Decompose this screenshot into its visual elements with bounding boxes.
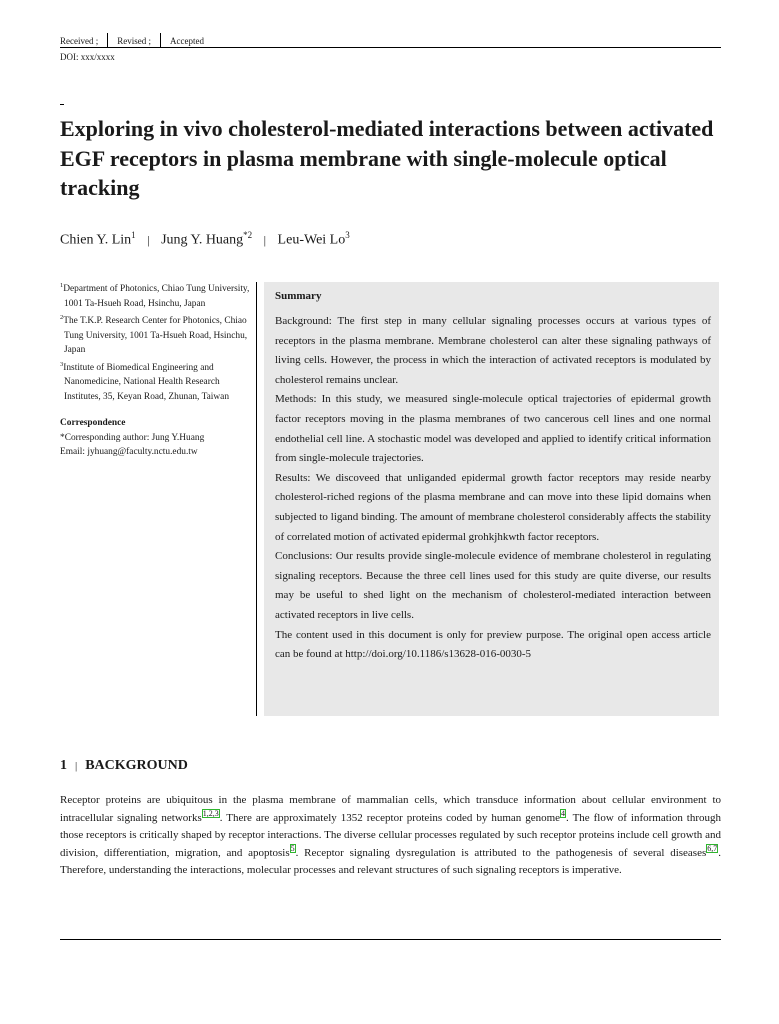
submission-dates [60,33,204,48]
affiliation-num: 2 [60,314,64,322]
footer-rule [60,939,721,940]
doi: DOI: xxx/xxxx [60,52,115,62]
author-sup: 1 [131,230,136,240]
corresponding-author: *Corresponding author: Jung Y.Huang [60,432,205,443]
author-name: Leu-Wei Lo [277,232,346,248]
author-name: Chien Y. Lin [60,232,132,248]
affiliation-text: Department of Photonics, Chiao Tung University, 1001 Ta-Hsueh Road, Hsinchu, Japan [63,284,250,309]
summary-results: Results: We discoveed that unliganded epidermal growth factor receptors may reside nearby cholesterol-riched regions of the plasma membrane and can move into these lipid domains when subjected to ligand binding. The amount of membrane cholesterol considerably affects the stability of correlated motion of activated epidermal grohkjhkwth factor receptors. [275,471,711,543]
paragraph-text: . Receptor signaling dysregulation is attributed to the pathogenesis of several diseases [295,846,707,859]
column-divider [256,282,257,716]
summary-heading: Summary [275,290,322,302]
received-label: Received ; [60,35,99,46]
affiliation [60,279,252,311]
dash-mark [60,104,64,105]
correspondence-heading: Correspondence [60,418,126,429]
section-title: BACKGROUND [85,758,188,773]
divider [160,33,161,48]
citation-link[interactable]: 1,2,3 [202,808,219,818]
affiliation [60,311,252,358]
affiliation-text: Institute of Biomedical Engineering and Nanomedicine, National Health Research Institutes, 35, Keyan Road, Zhunan, Taiwan [63,362,230,402]
affiliation-num: 1 [60,282,64,289]
citation-link[interactable]: 6,7 [707,843,718,853]
affiliations-column [60,279,252,460]
author-name: Jung Y. Huang [161,232,244,248]
summary-box [264,282,719,716]
section-heading [60,758,188,774]
paragraph-text: . Therefore, understanding the interactions, molecular processes and relevant structures of such signaling receptors is imperative. [60,846,721,876]
summary-methods: Methods: In this study, we measured single-molecule optical trajectories of epidermal growth factor receptors moving in the plasma membranes of two cancerous cell lines and one normal endothelial cell line. A stochastic model was developed and applied to identify critical information from single-molecule trajectories. [275,393,711,465]
paragraph-text: . There are approximately 1352 receptor proteins coded by human genome [219,811,561,824]
header-rule [60,47,721,48]
background-paragraph [60,792,721,880]
affiliation-text: The T.K.P. Research Center for Photonics, Chiao Tung University, 1001 Ta-Hsueh Road, Hsinchu, Japan [63,316,248,356]
affiliation [60,358,252,405]
paragraph-text: Receptor proteins are ubiquitous in the plasma membrane of mammalian cells, which transduce information about cellular environment to intracellular signaling networks [60,794,721,824]
divider [107,33,108,48]
summary-conclusions: Conclusions: Our results provide single-molecule evidence of membrane cholesterol in regulating signaling receptors. Because the three cell lines used for this study are quite diverse, our results may be useful to shed light on the mechanism of cholesterol-mediated interaction between activated receptors in live cells. [275,550,711,621]
revised-label: Revised ; [117,35,151,46]
affiliation-num: 3 [60,360,64,368]
section-separator: | [75,760,78,772]
section-number: 1 [60,758,67,773]
summary-background: Background: The first step in many cellular signaling processes occurs at various types of receptors in the plasma membrane. Membrane cholesterol can alter these signaling pathways of living cells. However, the process in which the interaction of activated receptors is modulated by cholesterol remains unclear. [275,315,711,386]
paragraph-text: . The flow of information through those receptors is critically shaped by receptor interactions. The diverse cellular processes regulated by such receptor proteins include cell growth and division, differentiation, migration, and apoptosis [60,811,722,859]
author-separator: | [147,232,150,247]
author-separator: | [263,232,267,247]
citation-link[interactable]: 5 [290,843,295,853]
paper-title: Exploring in vivo cholesterol-mediated interactions between activated EGF receptors in plasma membrane with single-molecule optical tracking [60,116,714,200]
citation-link[interactable]: 4 [561,808,566,818]
summary-body [275,312,711,665]
summary-note: The content used in this document is only for preview purpose. The original open access article can be found at http://doi.org/10.1186/s13628-016-0030-5 [275,628,711,661]
author-sup: *2 [243,230,253,240]
author-list [60,230,350,249]
author-sup: 3 [345,230,350,240]
corresponding-email: Email: jyhuang@faculty.nctu.edu.tw [60,447,198,458]
accepted-label: Accepted [169,35,204,46]
